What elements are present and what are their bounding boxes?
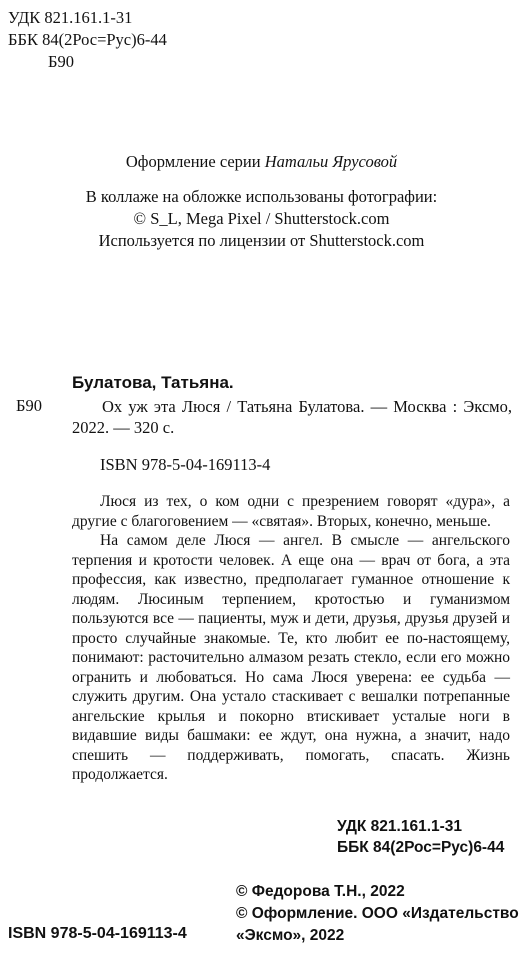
annotation [72, 492, 510, 785]
copyright-design-line-2: «Эксмо», 2022 [236, 927, 345, 944]
author-code-header: Б90 [48, 52, 74, 71]
bbk-header: ББК 84(2Рос=Рус)6-44 [8, 30, 167, 49]
entry-code: Б90 [16, 396, 42, 415]
annotation-paragraph-2: На самом деле Люся — ангел. В смысле — ангельского терпения и кротости человек. А еще она — врач от бога, а эта профессия, как известно, предполагает гуманное отношение к людям. Люсиным терпением, кротостью и гуманизмом пользуются все — пациенты, муж и дети, друзья, друзья друзей и просто случайные знакомые. Те, кто любит ее по-настоящему, понимают: расточительно алмазом резать стекло, если его можно огранить и любоваться. Но сама Люся уверена: ее судьба — служить другим. Она устало стаскивает с вешалки потрепанные ангельские крылья и покорно втискивает усталые ноги в видавшие виды башмаки: ее ждут, она нужна, а значит, надо спешить — поддерживать, помогать, спасать. Жизнь продолжается. [72, 532, 510, 783]
udk-header: УДК 821.161.1-31 [8, 8, 133, 27]
license-line: Используется по лицензии от Shutterstock.com [98, 231, 425, 250]
udk-footer: УДК 821.161.1-31 [337, 818, 463, 835]
isbn-footer: ISBN 978-5-04-169113-4 [8, 925, 187, 942]
entry-isbn: ISBN 978-5-04-169113-4 [100, 455, 271, 474]
series-credit [0, 152, 523, 172]
collage-line: В коллаже на обложке использованы фотографии: [85, 187, 438, 206]
bbk-footer: ББК 84(2Рос=Рус)6-44 [337, 839, 505, 856]
series-prefix: Оформление серии [125, 152, 265, 171]
series-designer: Натальи Ярусовой [264, 152, 398, 171]
photo-credit: © S_L, Mega Pixel / Shutterstock.com [133, 209, 390, 228]
entry-description: Ох уж эта Люся / Татьяна Булатова. — Москва : Эксмо, 2022. — 320 с. [72, 397, 512, 437]
copyright-design-line-1: © Оформление. ООО «Издательство [236, 905, 519, 922]
copyright-author: © Федорова Т.Н., 2022 [236, 883, 405, 900]
entry-author: Булатова, Татьяна. [72, 373, 234, 392]
annotation-paragraph-1: Люся из тех, о ком одни с презрением говорят «дура», а другие с благоговением — «святая». Вторых, конечно, меньше. [72, 493, 510, 530]
